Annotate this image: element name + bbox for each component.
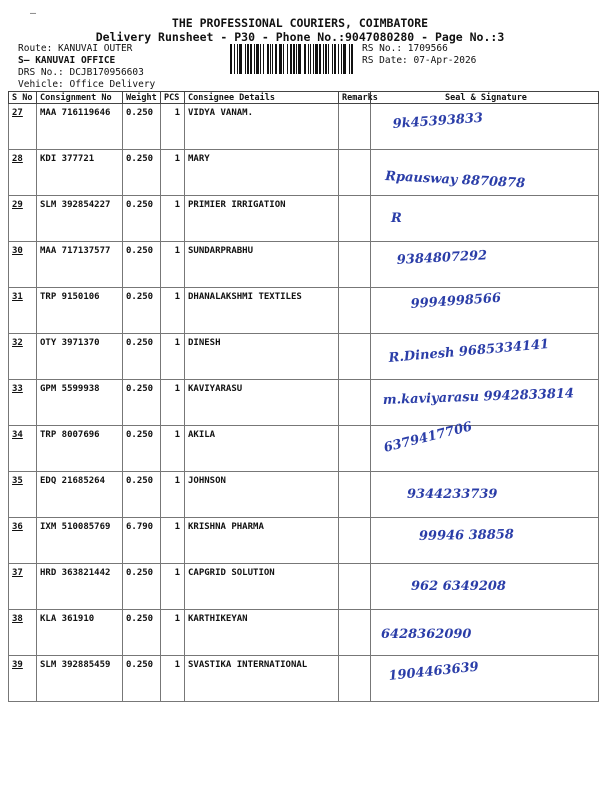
vehicle-label: Vehicle: Office Delivery bbox=[18, 79, 156, 90]
sno-cell: 32 bbox=[9, 334, 37, 380]
consignment-cell: SLM 392885459 bbox=[37, 656, 123, 702]
weight-cell: 0.250 bbox=[123, 472, 161, 518]
table-row bbox=[9, 518, 599, 564]
barcode-bar bbox=[315, 44, 318, 74]
barcode-bar bbox=[256, 44, 259, 74]
table-row bbox=[9, 610, 599, 656]
signature-cell bbox=[371, 150, 599, 196]
signature-cell bbox=[371, 656, 599, 702]
pcs-cell: 1 bbox=[161, 380, 185, 426]
weight-cell: 6.790 bbox=[123, 518, 161, 564]
signature-text: R.Dinesh 9685334141 bbox=[388, 337, 550, 366]
table-row bbox=[9, 242, 599, 288]
signature-text: 6379417706 bbox=[382, 419, 474, 456]
weight-cell: 0.250 bbox=[123, 150, 161, 196]
handwritten-signature bbox=[371, 610, 599, 654]
barcode bbox=[230, 44, 356, 74]
pcs-cell: 1 bbox=[161, 656, 185, 702]
col-signature: Seal & Signature bbox=[371, 92, 599, 104]
sno-cell: 31 bbox=[9, 288, 37, 334]
signature-cell bbox=[371, 419, 599, 472]
sno-cell: 34 bbox=[9, 426, 37, 472]
col-weight: Weight bbox=[123, 92, 161, 104]
table-row bbox=[9, 196, 599, 242]
consignment-cell: OTY 3971370 bbox=[37, 334, 123, 380]
pcs-cell: 1 bbox=[161, 334, 185, 380]
weight-cell: 0.250 bbox=[123, 564, 161, 610]
remarks-cell bbox=[339, 380, 371, 426]
weight-cell: 0.250 bbox=[123, 610, 161, 656]
remarks-cell bbox=[339, 288, 371, 334]
barcode-bar bbox=[319, 44, 321, 74]
signature-cell bbox=[371, 472, 599, 518]
signature-text: 9344233739 bbox=[407, 487, 498, 502]
signature-cell bbox=[371, 518, 599, 564]
handwritten-signature bbox=[371, 472, 599, 516]
consignee-cell: KARTHIKEYAN bbox=[185, 610, 339, 656]
barcode-bar bbox=[272, 44, 273, 74]
table-row bbox=[9, 472, 599, 518]
sno-cell: 30 bbox=[9, 242, 37, 288]
barcode-bar bbox=[263, 44, 264, 74]
consignee-cell: JOHNSON bbox=[185, 472, 339, 518]
consignee-cell: PRIMIER IRRIGATION bbox=[185, 196, 339, 242]
table-row bbox=[9, 150, 599, 196]
consignee-cell: VIDYA VANAM. bbox=[185, 104, 339, 150]
consignment-cell: MAA 717137577 bbox=[37, 242, 123, 288]
consignment-cell: MAA 716119646 bbox=[37, 104, 123, 150]
signature-text: 9994998566 bbox=[410, 290, 502, 312]
table-row bbox=[9, 104, 599, 150]
table-row bbox=[9, 288, 599, 334]
barcode-bar bbox=[296, 44, 297, 74]
sno-cell: 37 bbox=[9, 564, 37, 610]
pcs-cell: 1 bbox=[161, 472, 185, 518]
barcode-bar bbox=[328, 44, 329, 74]
col-sno: S No bbox=[9, 92, 37, 104]
col-consignment: Consignment No bbox=[37, 92, 123, 104]
pcs-cell: 1 bbox=[161, 104, 185, 150]
weight-cell: 0.250 bbox=[123, 656, 161, 702]
remarks-cell bbox=[339, 656, 371, 702]
barcode-bar bbox=[349, 44, 350, 74]
signature-cell bbox=[371, 564, 599, 610]
handwritten-signature bbox=[371, 242, 599, 286]
signature-text: 99946 38858 bbox=[418, 527, 515, 544]
rs-number: RS No.: 1709566 bbox=[362, 43, 448, 54]
signature-text: R bbox=[391, 211, 402, 226]
barcode-bar bbox=[234, 44, 235, 74]
weight-cell: 0.250 bbox=[123, 426, 161, 472]
signature-cell bbox=[371, 380, 599, 426]
drs-number: DRS No.: DCJB170956603 bbox=[18, 67, 144, 78]
barcode-bar bbox=[260, 44, 261, 74]
runsheet-title: Delivery Runsheet - P30 - Phone No.:9047080280 - Page No.:3 bbox=[95, 30, 505, 44]
handwritten-signature bbox=[371, 419, 599, 470]
consignment-cell: IXM 510085769 bbox=[37, 518, 123, 564]
consignment-cell: KDI 377721 bbox=[37, 150, 123, 196]
barcode-bar bbox=[254, 44, 255, 74]
handwritten-signature bbox=[371, 104, 599, 148]
consignment-cell: TRP 8007696 bbox=[37, 426, 123, 472]
table-row bbox=[9, 564, 599, 610]
remarks-cell bbox=[339, 610, 371, 656]
barcode-bar bbox=[351, 44, 353, 74]
barcode-bar bbox=[237, 44, 238, 74]
barcode-bar bbox=[247, 44, 249, 74]
weight-cell: 0.250 bbox=[123, 380, 161, 426]
consignment-cell: KLA 361910 bbox=[37, 610, 123, 656]
remarks-cell bbox=[339, 472, 371, 518]
barcode-bar bbox=[293, 44, 295, 74]
barcode-bar bbox=[250, 44, 252, 74]
weight-cell: 0.250 bbox=[123, 196, 161, 242]
sno-cell: 36 bbox=[9, 518, 37, 564]
barcode-bar bbox=[343, 44, 346, 74]
scribble-mark: — bbox=[30, 8, 37, 19]
consignment-cell: HRD 363821442 bbox=[37, 564, 123, 610]
consignee-cell: SUNDARPRABHU bbox=[185, 242, 339, 288]
handwritten-signature bbox=[371, 334, 599, 378]
barcode-bar bbox=[279, 44, 282, 74]
handwritten-signature bbox=[371, 288, 599, 332]
table-row bbox=[9, 380, 599, 426]
handwritten-signature bbox=[371, 518, 599, 562]
sno-cell: 33 bbox=[9, 380, 37, 426]
remarks-cell bbox=[339, 564, 371, 610]
remarks-cell bbox=[339, 334, 371, 380]
barcode-bar bbox=[341, 44, 342, 74]
barcode-bar bbox=[323, 44, 324, 74]
barcode-bar bbox=[334, 44, 336, 74]
rs-date: RS Date: 07-Apr-2026 bbox=[362, 55, 477, 66]
consignee-cell: CAPGRID SOLUTION bbox=[185, 564, 339, 610]
table-header-row bbox=[9, 92, 599, 104]
consignee-cell: MARY bbox=[185, 150, 339, 196]
remarks-cell bbox=[339, 426, 371, 472]
barcode-bar bbox=[304, 44, 306, 74]
barcode-bar bbox=[275, 44, 277, 74]
consignment-cell: SLM 392854227 bbox=[37, 196, 123, 242]
barcode-bar bbox=[313, 44, 314, 74]
barcode-bar bbox=[230, 44, 232, 74]
table-row bbox=[9, 656, 599, 702]
col-pcs: PCS bbox=[161, 92, 185, 104]
signature-cell bbox=[371, 610, 599, 656]
consignment-cell: TRP 9150106 bbox=[37, 288, 123, 334]
barcode-bar bbox=[338, 44, 339, 74]
col-consignee: Consignee Details bbox=[185, 92, 339, 104]
barcode-bar bbox=[239, 44, 242, 74]
consignee-cell: KAVIYARASU bbox=[185, 380, 339, 426]
consignment-cell: GPM 5599938 bbox=[37, 380, 123, 426]
sno-cell: 29 bbox=[9, 196, 37, 242]
signature-text: 9384807292 bbox=[396, 248, 488, 268]
remarks-cell bbox=[339, 150, 371, 196]
signature-text: 962 6349208 bbox=[411, 579, 506, 594]
consignee-cell: SVASTIKA INTERNATIONAL bbox=[185, 656, 339, 702]
table-row bbox=[9, 334, 599, 380]
table-row bbox=[9, 426, 599, 472]
handwritten-signature bbox=[371, 380, 599, 424]
sno-cell: 27 bbox=[9, 104, 37, 150]
barcode-bar bbox=[298, 44, 301, 74]
pcs-cell: 1 bbox=[161, 518, 185, 564]
runsheet-table bbox=[8, 91, 599, 702]
signature-cell bbox=[371, 104, 599, 150]
handwritten-signature bbox=[371, 150, 599, 194]
barcode-bar bbox=[308, 44, 309, 74]
office-label bbox=[18, 55, 115, 66]
office-name: KANUVAI OFFICE bbox=[35, 55, 116, 66]
barcode-bar bbox=[267, 44, 269, 74]
pcs-cell: 1 bbox=[161, 196, 185, 242]
consignee-cell: AKILA bbox=[185, 426, 339, 472]
sno-cell: 39 bbox=[9, 656, 37, 702]
consignee-cell: KRISHNA PHARMA bbox=[185, 518, 339, 564]
pcs-cell: 1 bbox=[161, 426, 185, 472]
signature-cell bbox=[371, 334, 599, 380]
signature-text: 1904463639 bbox=[387, 659, 480, 684]
signature-cell bbox=[371, 242, 599, 288]
barcode-bar bbox=[310, 44, 311, 74]
handwritten-signature bbox=[371, 564, 599, 608]
col-remarks: Remarks bbox=[339, 92, 371, 104]
stamp-mark: S— bbox=[18, 55, 30, 66]
sno-cell: 35 bbox=[9, 472, 37, 518]
barcode-bar bbox=[287, 44, 288, 74]
weight-cell: 0.250 bbox=[123, 242, 161, 288]
remarks-cell bbox=[339, 196, 371, 242]
remarks-cell bbox=[339, 242, 371, 288]
sno-cell: 38 bbox=[9, 610, 37, 656]
signature-text: 9k45393833 bbox=[392, 110, 484, 132]
barcode-bar bbox=[245, 44, 246, 74]
remarks-cell bbox=[339, 518, 371, 564]
pcs-cell: 1 bbox=[161, 610, 185, 656]
pcs-cell: 1 bbox=[161, 242, 185, 288]
pcs-cell: 1 bbox=[161, 288, 185, 334]
signature-text: Rpausway 8870878 bbox=[384, 169, 526, 192]
remarks-cell bbox=[339, 104, 371, 150]
signature-text: 6428362090 bbox=[381, 627, 472, 642]
barcode-bar bbox=[325, 44, 327, 74]
pcs-cell: 1 bbox=[161, 150, 185, 196]
pcs-cell: 1 bbox=[161, 564, 185, 610]
signature-text: m.kaviyarasu 9942833814 bbox=[382, 386, 575, 408]
signature-cell bbox=[371, 196, 599, 242]
consignment-cell: EDQ 21685264 bbox=[37, 472, 123, 518]
barcode-bar bbox=[283, 44, 284, 74]
sno-cell: 28 bbox=[9, 150, 37, 196]
handwritten-signature bbox=[371, 656, 599, 700]
consignee-cell: DINESH bbox=[185, 334, 339, 380]
weight-cell: 0.250 bbox=[123, 104, 161, 150]
barcode-bar bbox=[270, 44, 271, 74]
barcode-bar bbox=[290, 44, 292, 74]
route-label: Route: KANUVAI OUTER bbox=[18, 43, 133, 54]
handwritten-signature bbox=[371, 196, 599, 240]
company-title: THE PROFESSIONAL COURIERS, COIMBATORE bbox=[171, 16, 429, 30]
weight-cell: 0.250 bbox=[123, 334, 161, 380]
signature-cell bbox=[371, 288, 599, 334]
consignee-cell: DHANALAKSHMI TEXTILES bbox=[185, 288, 339, 334]
barcode-bar bbox=[332, 44, 333, 74]
weight-cell: 0.250 bbox=[123, 288, 161, 334]
